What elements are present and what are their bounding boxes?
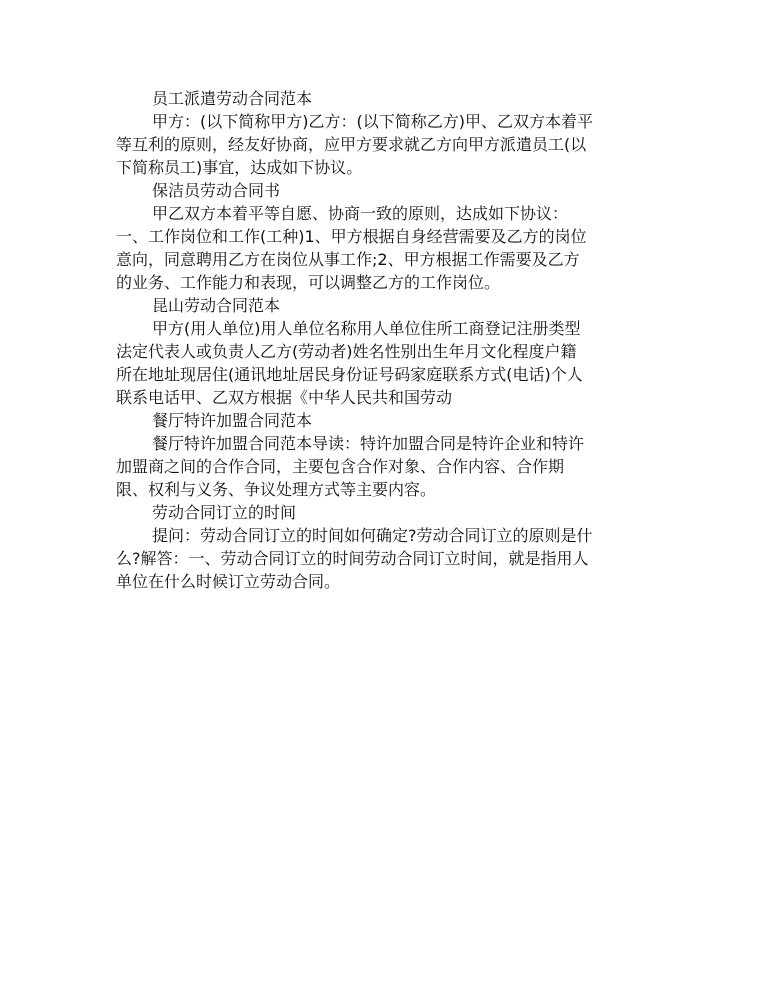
paragraph-line: 单位在什么时候订立劳动合同。 bbox=[116, 572, 341, 591]
section-heading: 餐厅特许加盟合同范本 bbox=[152, 411, 313, 430]
section-cleaner-labor-contract bbox=[116, 178, 656, 293]
paragraph-line: 提问：劳动合同订立的时间如何确定?劳动合同订立的原则是什 bbox=[152, 526, 593, 545]
document-body bbox=[116, 86, 656, 592]
paragraph-line: 甲方：(以下简称甲方)乙方：(以下简称乙方)甲、乙双方本着平 bbox=[152, 112, 593, 131]
paragraph-line: 么?解答：一、劳动合同订立的时间劳动合同订立时间，就是指用人 bbox=[116, 549, 589, 568]
paragraph-line: 意向，同意聘用乙方在岗位从事工作;2、甲方根据工作需要及乙方 bbox=[116, 250, 580, 269]
paragraph-line: 甲乙双方本着平等自愿、协商一致的原则，达成如下协议： bbox=[152, 204, 569, 223]
paragraph-line: 餐厅特许加盟合同范本导读：特许加盟合同是特许企业和特许 bbox=[152, 434, 585, 453]
paragraph-line: 联系电话甲、乙双方根据《中华人民共和国劳动 bbox=[116, 388, 453, 407]
paragraph-line: 甲方(用人单位)用人单位名称用人单位住所工商登记注册类型 bbox=[152, 319, 581, 338]
section-restaurant-franchise-contract bbox=[116, 408, 656, 500]
section-employee-dispatch-contract bbox=[116, 86, 656, 178]
section-heading: 劳动合同订立的时间 bbox=[152, 503, 297, 522]
paragraph-line: 加盟商之间的合作合同，主要包含合作对象、合作内容、合作期 bbox=[116, 457, 565, 476]
paragraph-line: 所在地址现居住(通讯地址居民身份证号码家庭联系方式(电话)个人 bbox=[116, 365, 583, 384]
section-kunshan-labor-contract bbox=[116, 293, 656, 408]
section-heading: 保洁员劳动合同书 bbox=[152, 181, 281, 200]
paragraph-line: 限、权利与义务、争议处理方式等主要内容。 bbox=[116, 480, 437, 499]
section-heading: 昆山劳动合同范本 bbox=[152, 296, 281, 315]
paragraph-line: 等互利的原则，经友好协商，应甲方要求就乙方向甲方派遣员工(以 bbox=[116, 135, 587, 154]
paragraph-line: 法定代表人或负责人乙方(劳动者)姓名性别出生年月文化程度户籍 bbox=[116, 342, 577, 361]
paragraph-line: 下简称员工)事宜，达成如下协议。 bbox=[116, 158, 363, 177]
paragraph-line: 的业务、工作能力和表现，可以调整乙方的工作岗位。 bbox=[116, 273, 501, 292]
section-heading: 员工派遣劳动合同范本 bbox=[152, 89, 313, 108]
paragraph-line: 一、工作岗位和工作(工种)1、甲方根据自身经营需要及乙方的岗位 bbox=[116, 227, 587, 246]
section-labor-contract-timing bbox=[116, 500, 656, 592]
